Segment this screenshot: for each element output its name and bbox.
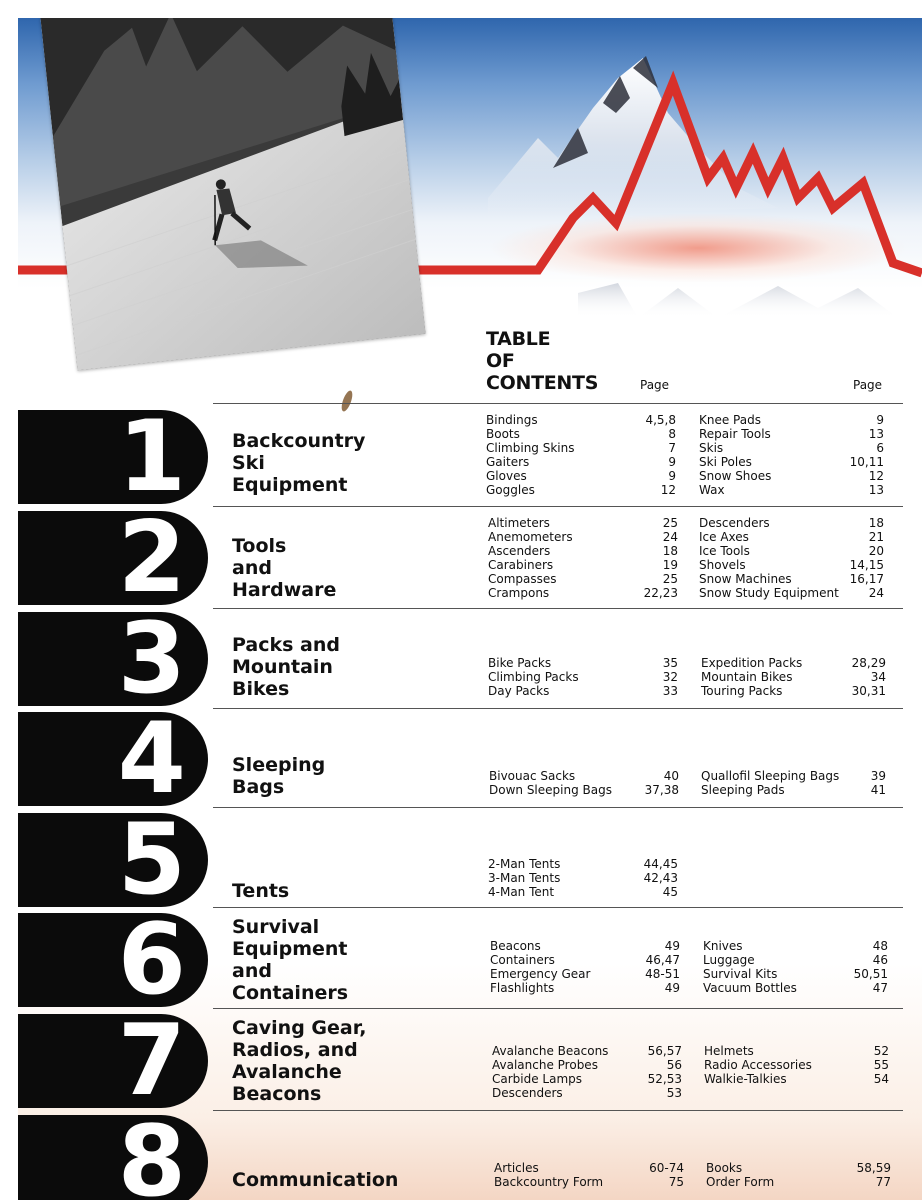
section-number-band xyxy=(18,511,208,605)
toc-entry[interactable] xyxy=(699,441,884,455)
toc-entry[interactable] xyxy=(490,981,680,995)
entry-label: Climbing Skins xyxy=(486,441,575,455)
toc-entry[interactable] xyxy=(704,1058,889,1072)
entry-page-number: 22,23 xyxy=(643,586,678,600)
toc-entry[interactable] xyxy=(701,656,886,670)
entry-label: Emergency Gear xyxy=(490,967,591,981)
toc-entry[interactable] xyxy=(703,981,888,995)
toc-list-left xyxy=(486,413,676,497)
entry-page-number: 49 xyxy=(664,939,680,953)
toc-entry[interactable] xyxy=(488,656,678,670)
entry-page-number: 10,11 xyxy=(849,455,884,469)
toc-entry[interactable] xyxy=(486,413,676,427)
entry-label: Books xyxy=(706,1161,743,1175)
entry-label: Compasses xyxy=(488,572,557,586)
entry-page-number: 16,17 xyxy=(849,572,884,586)
entry-page-number: 35 xyxy=(662,656,678,670)
catalog-page xyxy=(18,18,922,1200)
entry-label: Quallofil Sleeping Bags xyxy=(701,769,840,783)
entry-page-number: 40 xyxy=(663,769,679,783)
entry-label: Ski Poles xyxy=(699,455,752,469)
section-title-line: Equipment xyxy=(232,938,348,960)
section-title-line: Hardware xyxy=(232,579,337,601)
toc-entry[interactable] xyxy=(486,427,676,441)
entry-page-number: 14,15 xyxy=(849,558,884,572)
section-title[interactable] xyxy=(232,1169,398,1191)
toc-entry[interactable] xyxy=(701,769,886,783)
toc-list-right xyxy=(699,516,884,600)
entry-page-number: 52 xyxy=(873,1044,889,1058)
section-title-line: Sleeping xyxy=(232,754,326,776)
toc-entry[interactable] xyxy=(704,1072,889,1086)
section-title[interactable] xyxy=(232,535,336,601)
toc-entry[interactable] xyxy=(704,1044,889,1058)
entry-page-number: 60-74 xyxy=(649,1161,684,1175)
entry-label: Vacuum Bottles xyxy=(703,981,797,995)
entry-label: Flashlights xyxy=(490,981,555,995)
section-title-line: and xyxy=(232,960,272,982)
toc-entry[interactable] xyxy=(488,885,678,899)
page-column-header-left: Page xyxy=(640,378,670,392)
toc-entry[interactable] xyxy=(699,558,884,572)
skier-photo xyxy=(40,18,425,370)
entry-label: Skis xyxy=(699,441,724,455)
entry-label: Ice Tools xyxy=(699,544,750,558)
section-divider xyxy=(213,403,903,404)
entry-page-number: 75 xyxy=(668,1175,684,1189)
toc-entry[interactable] xyxy=(488,857,678,871)
entry-page-number: 13 xyxy=(868,483,884,497)
toc-entry[interactable] xyxy=(699,483,884,497)
toc-entry[interactable] xyxy=(706,1175,891,1189)
entry-page-number: 4,5,8 xyxy=(645,413,676,427)
toc-entry[interactable] xyxy=(486,469,676,483)
section-divider xyxy=(213,907,903,908)
section-title-line: Avalanche xyxy=(232,1061,342,1083)
section-title-line: Containers xyxy=(232,982,349,1004)
paper-stain xyxy=(339,389,354,412)
entry-page-number: 9 xyxy=(668,455,676,469)
section-number: 2 xyxy=(117,511,186,605)
entry-label: 3-Man Tents xyxy=(488,871,561,885)
section-number: 3 xyxy=(117,612,186,706)
entry-label: Knives xyxy=(703,939,743,953)
entry-label: Anemometers xyxy=(488,530,573,544)
section-title[interactable] xyxy=(232,880,289,902)
toc-list-right xyxy=(701,769,886,797)
entry-label: Crampons xyxy=(488,586,550,600)
toc-list-left xyxy=(492,1044,682,1100)
section-number: 6 xyxy=(117,913,186,1007)
entry-page-number: 53 xyxy=(666,1086,682,1100)
toc-entry[interactable] xyxy=(492,1072,682,1086)
entry-page-number: 45 xyxy=(662,885,678,899)
section-number: 4 xyxy=(117,712,186,806)
section-title-line: Tools xyxy=(232,535,287,557)
section-title[interactable] xyxy=(232,1017,367,1105)
entry-label: Avalanche Probes xyxy=(492,1058,598,1072)
toc-entry[interactable] xyxy=(489,769,679,783)
toc-entry[interactable] xyxy=(699,544,884,558)
toc-entry[interactable] xyxy=(492,1058,682,1072)
entry-label: Luggage xyxy=(703,953,755,967)
entry-label: Snow Machines xyxy=(699,572,792,586)
toc-entry[interactable] xyxy=(488,670,678,684)
entry-page-number: 13 xyxy=(868,427,884,441)
entry-label: Wax xyxy=(699,483,725,497)
entry-label: Beacons xyxy=(490,939,541,953)
entry-label: 4-Man Tent xyxy=(488,885,555,899)
toc-list-left xyxy=(490,939,680,995)
toc-entry[interactable] xyxy=(492,1044,682,1058)
entry-page-number: 56,57 xyxy=(647,1044,682,1058)
entry-page-number: 77 xyxy=(875,1175,891,1189)
toc-list-right xyxy=(703,939,888,995)
section-number: 8 xyxy=(117,1115,186,1200)
toc-title-line: CONTENTS xyxy=(486,372,599,394)
entry-page-number: 55 xyxy=(873,1058,889,1072)
entry-page-number: 56 xyxy=(666,1058,682,1072)
section-title-line: Equipment xyxy=(232,474,348,496)
section-title-line: Packs and xyxy=(232,634,341,656)
toc-list-right xyxy=(699,413,884,497)
section-divider xyxy=(213,608,903,609)
toc-list-right xyxy=(706,1161,891,1189)
entry-page-number: 58,59 xyxy=(856,1161,891,1175)
toc-entry[interactable] xyxy=(699,455,884,469)
entry-page-number: 9 xyxy=(876,413,884,427)
entry-label: Expedition Packs xyxy=(701,656,803,670)
entry-label: Bivouac Sacks xyxy=(489,769,576,783)
toc-list-right xyxy=(701,656,886,698)
section-title[interactable] xyxy=(232,754,325,798)
section-title-line: and xyxy=(232,557,272,579)
entry-page-number: 48 xyxy=(872,939,888,953)
toc-title xyxy=(486,328,598,394)
toc-entry[interactable] xyxy=(486,441,676,455)
toc-entry[interactable] xyxy=(488,572,678,586)
entry-page-number: 25 xyxy=(662,572,678,586)
toc-entry[interactable] xyxy=(703,953,888,967)
entry-page-number: 42,43 xyxy=(643,871,678,885)
toc-entry[interactable] xyxy=(494,1161,684,1175)
toc-entry[interactable] xyxy=(488,871,678,885)
toc-entry[interactable] xyxy=(492,1086,682,1100)
entry-label: Bike Packs xyxy=(488,656,552,670)
toc-entry[interactable] xyxy=(699,413,884,427)
section-divider xyxy=(213,1110,903,1111)
entry-page-number: 24 xyxy=(868,586,884,600)
section-title[interactable] xyxy=(232,634,340,700)
section-title-line: Radios, and xyxy=(232,1039,358,1061)
section-title-line: Bags xyxy=(232,776,285,798)
entry-page-number: 12 xyxy=(660,483,676,497)
entry-label: Shovels xyxy=(699,558,746,572)
entry-label: Snow Shoes xyxy=(699,469,772,483)
entry-label: Bindings xyxy=(486,413,538,427)
toc-list-left xyxy=(494,1161,684,1189)
entry-page-number: 6 xyxy=(876,441,884,455)
toc-entry[interactable] xyxy=(486,455,676,469)
section-title-line: Beacons xyxy=(232,1083,322,1105)
section-divider xyxy=(213,506,903,507)
toc-entry[interactable] xyxy=(488,516,678,530)
toc-list-left xyxy=(489,769,679,797)
entry-label: Articles xyxy=(494,1161,539,1175)
section-title-line: Backcountry xyxy=(232,430,366,452)
entry-label: Containers xyxy=(490,953,555,967)
toc-entry[interactable] xyxy=(701,783,886,797)
entry-label: Survival Kits xyxy=(703,967,778,981)
entry-label: Gloves xyxy=(486,469,527,483)
toc-entry[interactable] xyxy=(703,939,888,953)
entry-label: Day Packs xyxy=(488,684,550,698)
entry-page-number: 52,53 xyxy=(647,1072,682,1086)
entry-label: Altimeters xyxy=(488,516,550,530)
entry-page-number: 37,38 xyxy=(644,783,679,797)
section-title[interactable] xyxy=(232,430,365,496)
entry-label: Radio Accessories xyxy=(704,1058,812,1072)
section-number-band xyxy=(18,410,208,504)
toc-entry[interactable] xyxy=(706,1161,891,1175)
toc-title-line: OF xyxy=(486,350,515,372)
entry-page-number: 47 xyxy=(872,981,888,995)
toc-entry[interactable] xyxy=(488,544,678,558)
entry-label: Walkie-Talkies xyxy=(704,1072,787,1086)
entry-page-number: 7 xyxy=(668,441,676,455)
toc-entry[interactable] xyxy=(701,670,886,684)
entry-page-number: 50,51 xyxy=(853,967,888,981)
toc-entry[interactable] xyxy=(699,516,884,530)
section-number-band xyxy=(18,1115,208,1200)
toc-list-left xyxy=(488,516,678,600)
entry-label: Ascenders xyxy=(488,544,551,558)
entry-label: Goggles xyxy=(486,483,535,497)
section-title-line: Bikes xyxy=(232,678,290,700)
page-column-header-right: Page xyxy=(853,378,883,392)
toc-entry[interactable] xyxy=(699,427,884,441)
section-title-line: Ski xyxy=(232,452,265,474)
entry-page-number: 9 xyxy=(668,469,676,483)
entry-label: Down Sleeping Bags xyxy=(489,783,612,797)
toc-list-left xyxy=(488,857,678,899)
toc-entry[interactable] xyxy=(488,530,678,544)
section-title-line: Communication xyxy=(232,1169,399,1191)
entry-label: Avalanche Beacons xyxy=(492,1044,609,1058)
toc-title-line: TABLE xyxy=(486,328,551,350)
section-number: 5 xyxy=(117,813,186,907)
toc-entry[interactable] xyxy=(488,586,678,600)
section-number-band xyxy=(18,913,208,1007)
entry-label: Helmets xyxy=(704,1044,754,1058)
section-divider xyxy=(213,1008,903,1009)
entry-page-number: 28,29 xyxy=(851,656,886,670)
entry-label: 2-Man Tents xyxy=(488,857,561,871)
toc-entry[interactable] xyxy=(494,1175,684,1189)
entry-page-number: 25 xyxy=(662,516,678,530)
entry-page-number: 49 xyxy=(664,981,680,995)
entry-page-number: 18 xyxy=(662,544,678,558)
section-number: 1 xyxy=(117,410,186,504)
entry-page-number: 19 xyxy=(662,558,678,572)
toc-entry[interactable] xyxy=(490,953,680,967)
peak-reflection xyxy=(578,283,898,318)
section-title-line: Mountain xyxy=(232,656,333,678)
section-divider xyxy=(213,807,903,808)
toc-list-left xyxy=(488,656,678,698)
entry-page-number: 32 xyxy=(662,670,678,684)
entry-label: Backcountry Form xyxy=(494,1175,604,1189)
entry-page-number: 20 xyxy=(868,544,884,558)
toc-entry[interactable] xyxy=(488,558,678,572)
entry-page-number: 21 xyxy=(868,530,884,544)
entry-label: Sleeping Pads xyxy=(701,783,785,797)
section-title[interactable] xyxy=(232,916,348,1004)
toc-list-right xyxy=(704,1044,889,1086)
entry-label: Climbing Packs xyxy=(488,670,579,684)
entry-page-number: 44,45 xyxy=(643,857,678,871)
toc-entry[interactable] xyxy=(699,530,884,544)
entry-page-number: 48-51 xyxy=(645,967,680,981)
section-divider xyxy=(213,708,903,709)
entry-page-number: 46,47 xyxy=(645,953,680,967)
entry-page-number: 12 xyxy=(868,469,884,483)
toc-entry[interactable] xyxy=(488,684,678,698)
section-title-line: Tents xyxy=(232,880,290,902)
entry-page-number: 30,31 xyxy=(851,684,886,698)
toc-entry[interactable] xyxy=(490,967,680,981)
entry-page-number: 24 xyxy=(662,530,678,544)
entry-page-number: 41 xyxy=(870,783,886,797)
entry-label: Touring Packs xyxy=(701,684,783,698)
section-number-band xyxy=(18,1014,208,1108)
toc-entry[interactable] xyxy=(486,483,676,497)
entry-label: Snow Study Equipment xyxy=(699,586,839,600)
section-title-line: Caving Gear, xyxy=(232,1017,367,1039)
entry-label: Carbide Lamps xyxy=(492,1072,583,1086)
toc-entry[interactable] xyxy=(701,684,886,698)
toc-entry[interactable] xyxy=(699,572,884,586)
entry-label: Boots xyxy=(486,427,520,441)
section-number-band xyxy=(18,813,208,907)
entry-label: Repair Tools xyxy=(699,427,771,441)
section-number-band xyxy=(18,712,208,806)
section-number: 7 xyxy=(117,1014,186,1108)
entry-label: Knee Pads xyxy=(699,413,761,427)
section-number-band xyxy=(18,612,208,706)
entry-label: Descenders xyxy=(699,516,770,530)
entry-label: Descenders xyxy=(492,1086,563,1100)
section-title-line: Survival xyxy=(232,916,320,938)
entry-label: Carabiners xyxy=(488,558,554,572)
entry-label: Order Form xyxy=(706,1175,775,1189)
entry-page-number: 54 xyxy=(873,1072,889,1086)
toc-entry[interactable] xyxy=(490,939,680,953)
entry-label: Gaiters xyxy=(486,455,530,469)
toc-entry[interactable] xyxy=(489,783,679,797)
entry-page-number: 39 xyxy=(870,769,886,783)
toc-entry[interactable] xyxy=(703,967,888,981)
entry-page-number: 18 xyxy=(868,516,884,530)
entry-page-number: 33 xyxy=(662,684,678,698)
toc-entry[interactable] xyxy=(699,586,884,600)
entry-page-number: 8 xyxy=(668,427,676,441)
entry-label: Ice Axes xyxy=(699,530,749,544)
entry-page-number: 46 xyxy=(872,953,888,967)
entry-label: Mountain Bikes xyxy=(701,670,793,684)
toc-entry[interactable] xyxy=(699,469,884,483)
entry-page-number: 34 xyxy=(870,670,886,684)
